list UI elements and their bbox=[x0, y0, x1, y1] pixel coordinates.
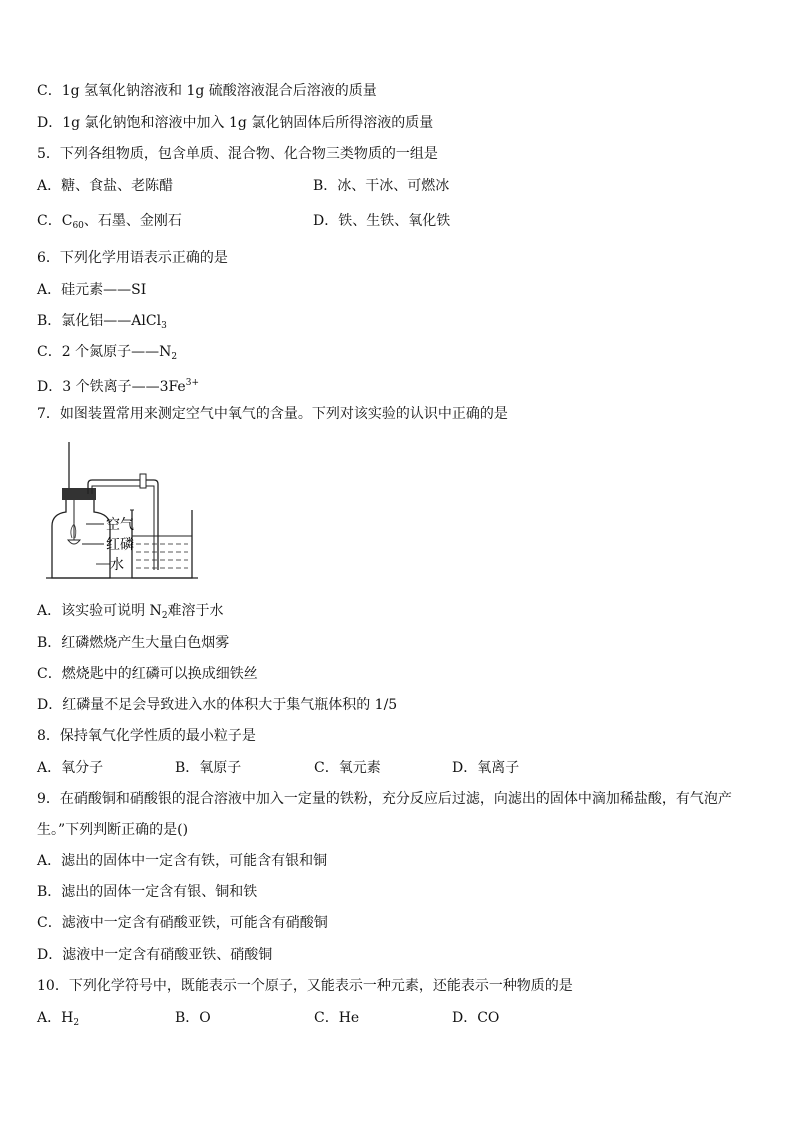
option-10d: D．CO bbox=[452, 1010, 500, 1026]
question-9-stem-line1: 9．在硝酸铜和硝酸银的混合溶液中加入一定量的铁粉，充分反应后过滤，向滤出的固体中滴加稀盐酸，有气泡产 bbox=[37, 791, 732, 807]
label-water: 水 bbox=[110, 557, 124, 573]
question-8-stem: 8．保持氧气化学性质的最小粒子是 bbox=[37, 728, 256, 744]
option-10a: A．$H_2$ bbox=[37, 1010, 80, 1028]
option-8c: C．氧元素 bbox=[314, 760, 381, 776]
option-6b: B．氯化铝——AlCl$_3$ bbox=[37, 313, 167, 331]
option-10b: B．O bbox=[175, 1010, 211, 1026]
question-c-q4: C．1g 氢氧化钠溶液和 1g 硫酸溶液混合后溶液的质量 bbox=[37, 83, 377, 99]
option-7c: C．燃烧匙中的红磷可以换成细铁丝 bbox=[37, 666, 258, 682]
question-d-q4: D．1g 氯化钠饱和溶液中加入 1g 氯化钠固体后所得溶液的质量 bbox=[37, 115, 434, 131]
option-6a: A．硅元素——SI bbox=[37, 282, 147, 298]
option-8b: B．氧原子 bbox=[175, 760, 242, 776]
question-6-stem: 6．下列化学用语表示正确的是 bbox=[37, 250, 228, 266]
option-9c: C．滤液中一定含有硝酸亚铁，可能含有硝酸铜 bbox=[37, 915, 328, 931]
option-9b: B．滤出的固体一定含有银、铜和铁 bbox=[37, 884, 258, 900]
apparatus-drawing bbox=[44, 440, 204, 580]
question-9-stem-line2: 生。”下列判断正确的是() bbox=[37, 822, 189, 838]
option-10c: C．He bbox=[314, 1010, 360, 1026]
option-7d: D．红磷量不足会导致进入水的体积大于集气瓶体积的 1/5 bbox=[37, 697, 398, 713]
apparatus-figure bbox=[44, 440, 204, 580]
option-9d: D．滤液中一定含有硝酸亚铁、硝酸铜 bbox=[37, 947, 273, 963]
label-air: 空气 bbox=[106, 517, 134, 533]
option-7a: A．该实验可说明 $N_2$难溶于水 bbox=[37, 603, 224, 621]
option-5b: B．冰、干冰、可燃冰 bbox=[313, 178, 450, 194]
option-8d: D．氧离子 bbox=[452, 760, 520, 776]
option-5c: C．$C_{60}$、石墨、金刚石 bbox=[37, 213, 182, 231]
question-5-stem: 5．下列各组物质，包含单质、混合物、化合物三类物质的一组是 bbox=[37, 146, 438, 162]
question-10-stem: 10．下列化学符号中，既能表示一个原子，又能表示一种元素，还能表示一种物质的是 bbox=[37, 978, 573, 994]
option-9a: A．滤出的固体中一定含有铁，可能含有银和铜 bbox=[37, 853, 328, 869]
option-6c: C．2 个氮原子$——N_2$ bbox=[37, 344, 178, 362]
option-8a: A．氧分子 bbox=[37, 760, 104, 776]
option-7b: B．红磷燃烧产生大量白色烟雾 bbox=[37, 635, 230, 651]
option-5a: A．糖、食盐、老陈醋 bbox=[37, 178, 174, 194]
question-7-stem: 7．如图装置常用来测定空气中氧气的含量。下列对该实验的认识中正确的是 bbox=[37, 406, 508, 422]
label-red-phosphorus: 红磷 bbox=[106, 537, 134, 553]
option-5d: D．铁、生铁、氧化铁 bbox=[313, 213, 451, 229]
option-6d: D．3 个铁离子$——3Fe^{3+}$ bbox=[37, 378, 200, 395]
